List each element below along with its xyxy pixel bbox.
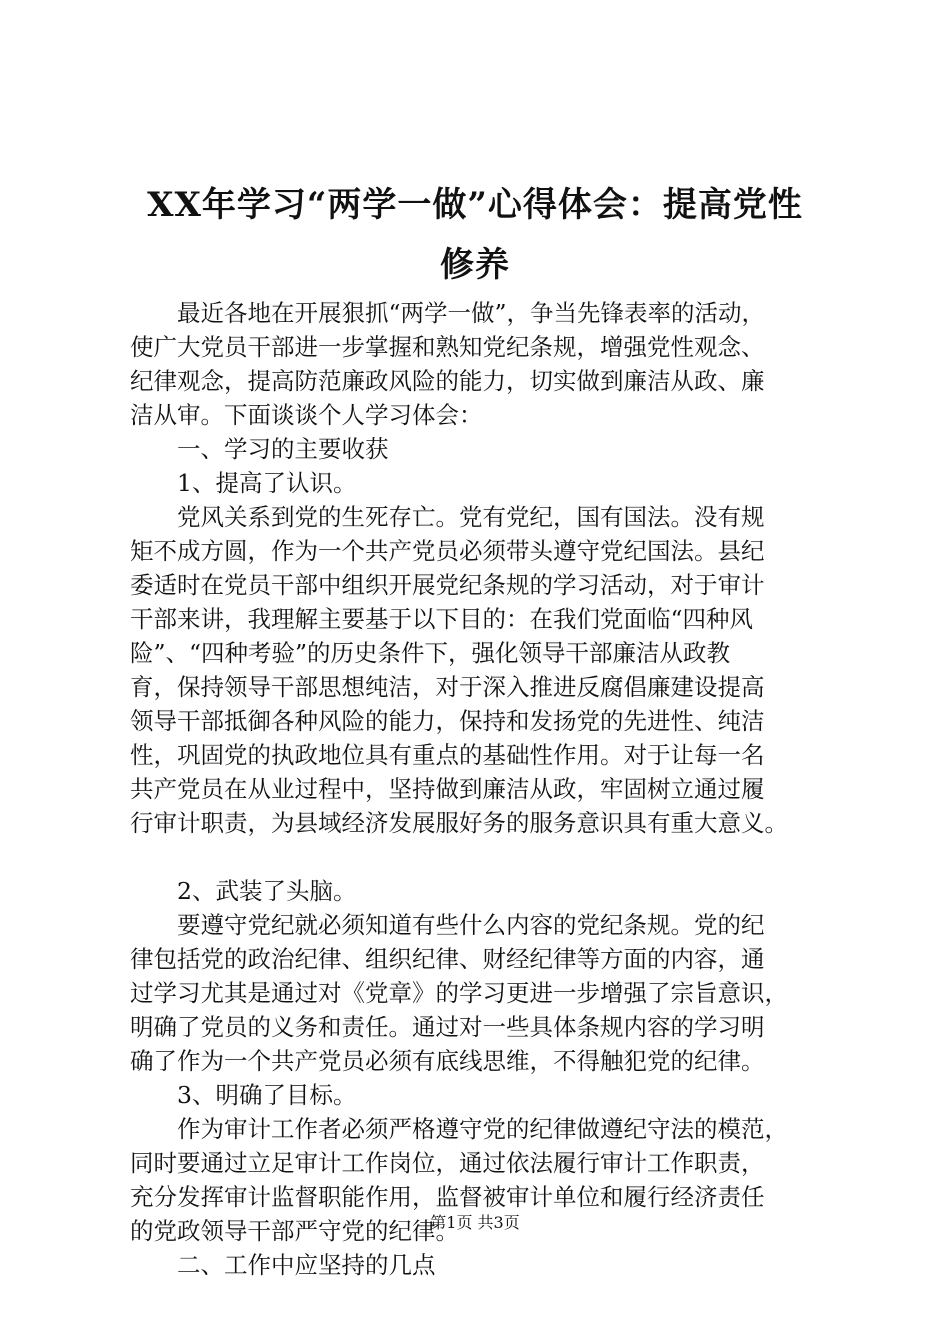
paragraph [130,908,830,1078]
text-line: 矩不成方圆，作为一个共产党员必须带头遵守党纪国法。县纪 [130,537,765,565]
document-body [130,296,830,1282]
text-line: 作为审计工作者必须严格遵守党的纪律做遵纪守法的模范， [177,1115,788,1143]
text-line: 党风关系到党的生死存亡。党有党纪，国有国法。没有规 [177,503,765,531]
paragraph [130,296,830,432]
paragraph [130,1248,830,1282]
text-line: 1、提高了认识。 [177,469,357,497]
text-line: 同时要通过立足审计工作岗位，通过依法履行审计工作职责， [130,1149,765,1177]
text-line: 使广大党员干部进一步掌握和熟知党纪条规，增强党性观念、 [130,333,765,361]
text-line: 共产党员在从业过程中，坚持做到廉洁从政，牢固树立通过履 [130,775,765,803]
paragraph-gap [130,840,830,874]
text-line: 育，保持领导干部思想纯洁，对于深入推进反腐倡廉建设提高 [130,673,765,701]
text-line: 律包括党的政治纪律、组织纪律、财经纪律等方面的内容，通 [130,945,765,973]
text-line: 委适时在党员干部中组织开展党纪条规的学习活动，对于审计 [130,571,765,599]
text-line: 干部来讲，我理解主要基于以下目的：在我们党面临“四种风 [130,605,754,633]
text-line: 性，巩固党的执政地位具有重点的基础性作用。对于让每一名 [130,741,765,769]
text-line: 二、工作中应坚持的几点 [177,1251,436,1279]
text-line: 的党政领导干部严守党的纪律。 [130,1217,459,1245]
document-title-line1: XX年学习“两学一做”心得体会：提高党性 [147,185,803,225]
paragraph [130,466,830,500]
text-line: 确了作为一个共产党员必须有底线思维，不得触犯党的纪律。 [130,1047,765,1075]
text-line: 纪律观念，提高防范廉政风险的能力，切实做到廉洁从政、廉 [130,367,765,395]
text-line: 明确了党员的义务和责任。通过对一些具体条规内容的学习明 [130,1013,765,1041]
text-line: 2、武装了头脑。 [177,877,357,905]
text-line: 洁从审。下面谈谈个人学习体会： [130,401,483,429]
text-line: 要遵守党纪就必须知道有些什么内容的党纪条规。党的纪 [177,911,765,939]
text-line: 险”、“四种考验”的历史条件下，强化领导干部廉洁从政教 [130,639,731,667]
text-line: 3、明确了目标。 [177,1081,357,1109]
text-line: 过学习尤其是通过对《党章》的学习更进一步增强了宗旨意识， [130,979,788,1007]
paragraph [130,500,830,840]
text-line: 行审计职责，为县域经济发展服好务的服务意识具有重大意义。 [130,809,788,837]
page-footer: 第1页 共3页 [430,1213,520,1232]
text-line: 一、学习的主要收获 [177,435,389,463]
text-line: 充分发挥审计监督职能作用，监督被审计单位和履行经济责任 [130,1183,765,1211]
document-title-line2: 修养 [440,245,510,285]
paragraph [130,432,830,466]
text-line: 领导干部抵御各种风险的能力，保持和发扬党的先进性、纯洁 [130,707,765,735]
text-line: 最近各地在开展狠抓“两学一做”，争当先锋表率的活动， [177,299,766,327]
paragraph [130,1078,830,1112]
paragraph [130,874,830,908]
